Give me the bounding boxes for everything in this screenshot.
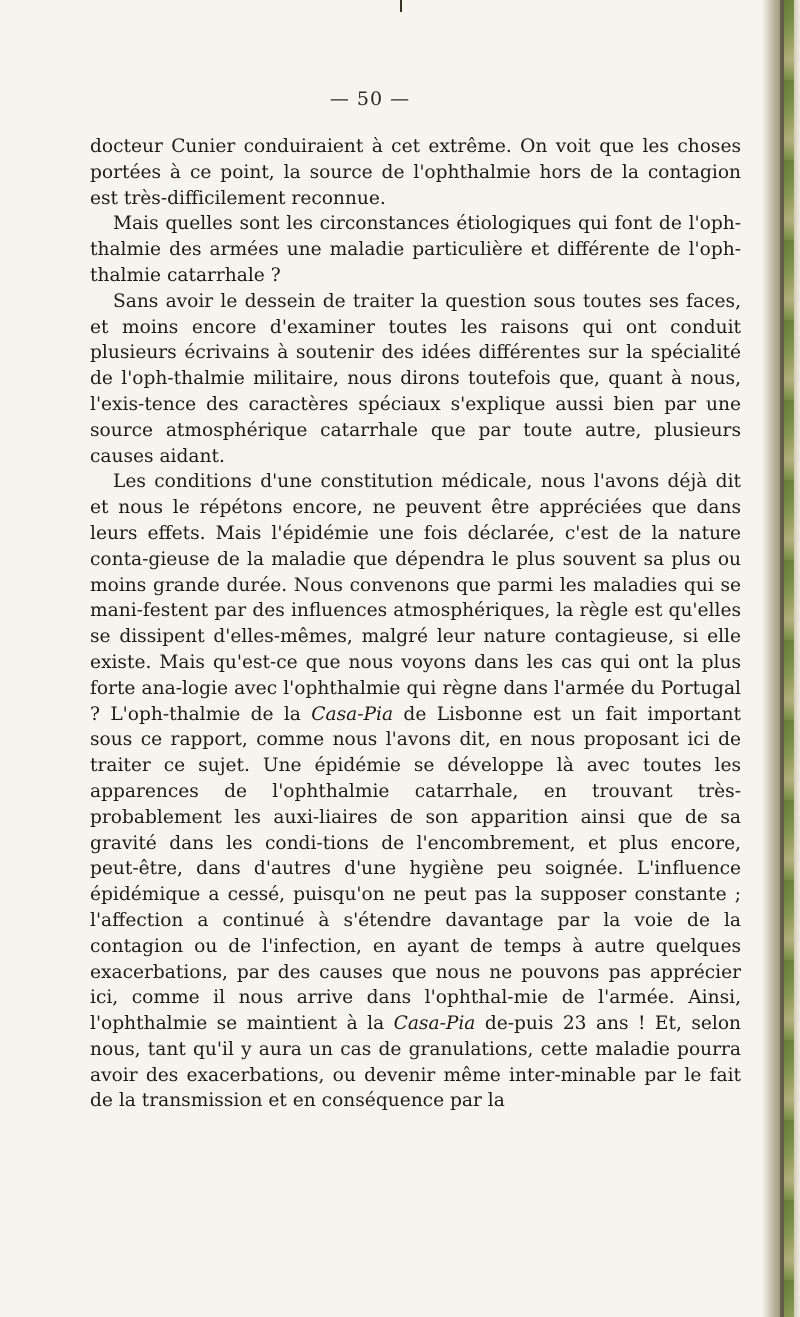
paragraph [90,289,741,470]
paragraph-text: de-puis 23 ans ! Et, selon nous, tant qu'il y aura un cas de granulations, cette maladie pourra avoir des exacerbations, ou devenir même inter-minable par le fait de la transmission et en conséquence par la [90,1013,741,1112]
paragraph-text: Mais quelles sont les circonstances étiologiques qui font de l'oph-thalmie des armées une maladie particulière et différente de l'oph-thalmie catarrhale ? [90,213,741,286]
paragraph-text: Les conditions d'une constitution médicale, nous l'avons déjà dit et nous le répétons encore, ne peuvent être appréciées que dans leurs effets. Mais l'épidémie une fois déclarée, c'est de la nature conta-gieuse de la maladie que dépendra le plus souvent sa plus ou moins grande durée. Nous convenons que parmi les maladies qui se mani-festent par des influences atmosphériques, la règle est qu'elles se dissipent d'elles-mêmes, malgré leur nature contagieuse, si elle existe. Mais qu'est-ce que nous voyons dans les cas qui ont la plus forte ana-logie avec l'ophthalmie qui règne dans l'armée du Portugal ? L'oph-thalmie de la [90,471,741,725]
paragraph [90,134,741,211]
paragraph [90,211,741,288]
italic-term: Casa-Pia [311,703,394,725]
paragraph-text: docteur Cunier conduiraient à cet extrême. On voit que les choses portées à ce point, la source de l'ophthalmie hors de la contagion est très-difficilement reconnue. [90,136,741,209]
page-number: — 50 — [329,88,411,110]
body-text [90,134,741,1114]
paragraph-text: Sans avoir le dessein de traiter la question sous toutes ses faces, et moins encore d'examiner toutes les raisons qui ont conduit plusieurs écrivains à soutenir des idées différentes sur la spécialité de l'oph-thalmie militaire, nous dirons toutefois que, quant à nous, l'exis-tence des caractères spéciaux s'explique aussi bien par une source atmosphérique catarrhale que par toute autre, plusieurs causes aidant. [90,290,741,467]
italic-term: Casa-Pia [393,1013,476,1035]
page-top-mark [400,0,402,12]
book-edge-strip [784,0,794,1317]
paragraph-text: de Lisbonne est un fait important sous ce rapport, comme nous l'avons dit, en nous proposant ici de traiter ce sujet. Une épidémie se développe là avec toutes les apparences de l'ophthalmie catarrhale, en trouvant très-probablement les auxi-liaires de son apparition ainsi que de sa gravité dans les condi-tions de l'encombrement, et plus encore, peut-être, dans d'autres d'une hygiène peu soignée. L'influence épidémique a cessé, puisqu'on ne peut pas la supposer constante ; l'affection a continué à s'étendre davantage par la voie de la contagion ou de l'infection, en ayant de temps à autre quelques exacerbations, par des causes que nous ne pouvons pas apprécier ici, comme il nous arrive dans l'ophthal-mie de l'armée. Ainsi, l'ophthalmie se maintient à la [90,703,741,1035]
paragraph [90,469,741,1114]
